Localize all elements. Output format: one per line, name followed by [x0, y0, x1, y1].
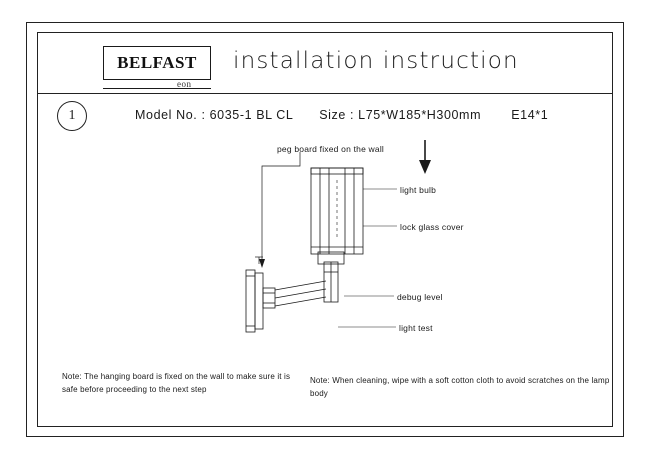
callout-light-test: light test: [399, 323, 433, 333]
step-number-circle: 1: [57, 101, 87, 131]
note-left: Note: The hanging board is fixed on the wall to make sure it is safe before proceeding to the next step: [62, 372, 291, 394]
brand-logo: [103, 46, 211, 80]
brand-name: BELFAST: [117, 53, 197, 72]
callout-peg-board: peg board fixed on the wall: [277, 144, 384, 154]
page-title: installation instruction: [233, 48, 519, 74]
title-band: [37, 32, 613, 94]
brand-subtitle: eon: [177, 79, 192, 89]
model-label: Model No. :: [135, 108, 206, 122]
model-value: 6035-1 BL CL: [209, 108, 294, 122]
note-right: Note: When cleaning, wipe with a soft cotton cloth to avoid scratches on the lamp body: [310, 376, 610, 398]
callout-lock-glass-cover: lock glass cover: [400, 222, 464, 232]
spec-line: [135, 108, 548, 122]
socket-value: E14*1: [511, 108, 549, 122]
size-label: Size :: [319, 108, 355, 122]
size-value: L75*W185*H300mm: [358, 108, 482, 122]
brand-underline: [103, 88, 211, 89]
callout-light-bulb: light bulb: [400, 185, 437, 195]
callout-debug-level: debug level: [397, 292, 443, 302]
